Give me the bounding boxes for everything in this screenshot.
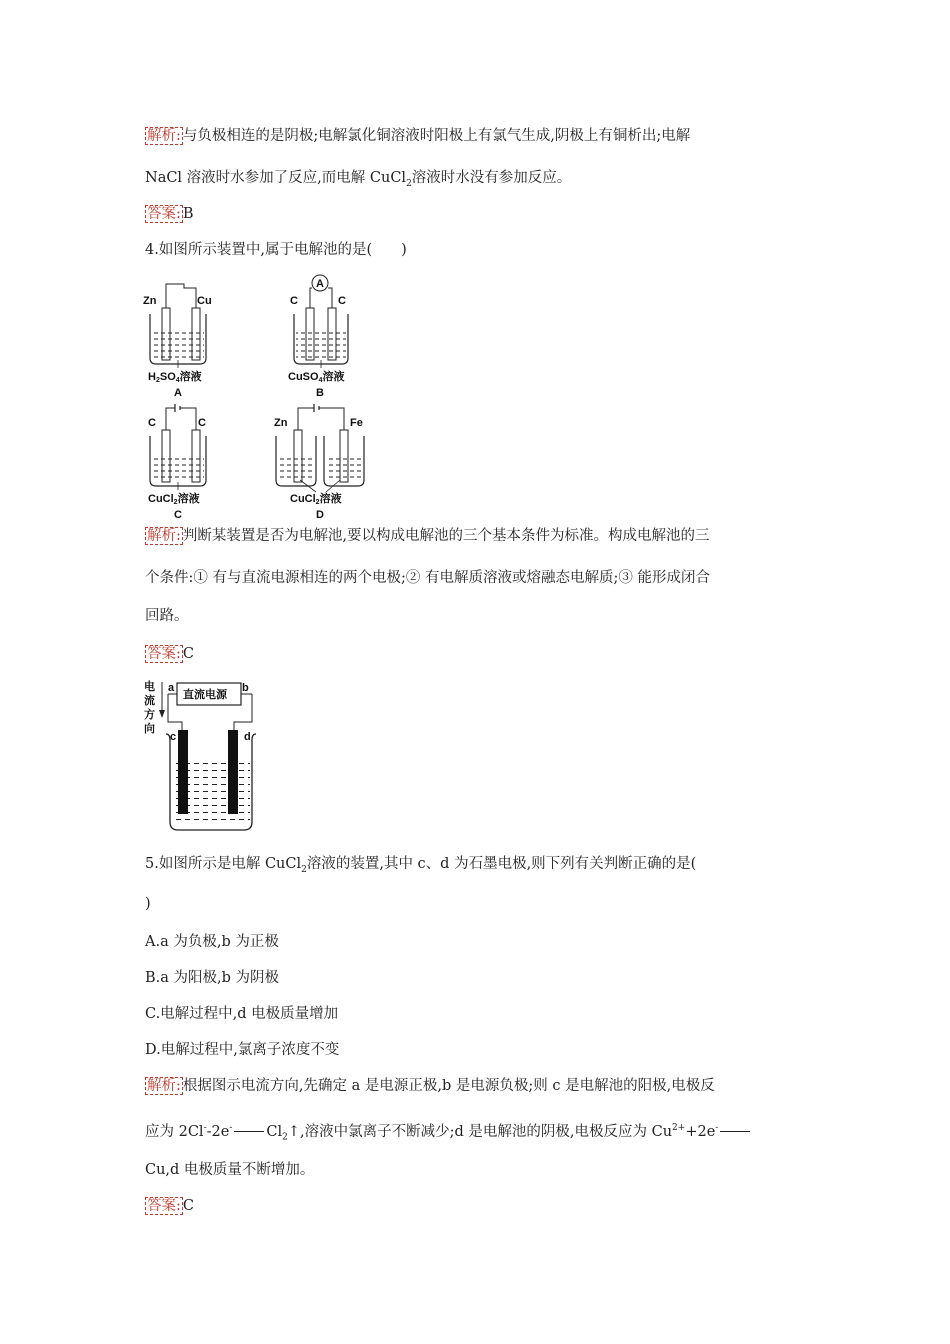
q4-answer: 答案: C xyxy=(147,646,194,662)
device-c-label: C xyxy=(174,509,182,521)
q5-answer: 答案: C xyxy=(147,1198,194,1214)
arrow-char-4: 向 xyxy=(144,723,155,735)
analysis-tag: 解析: xyxy=(147,528,181,544)
terminal-b-label: b xyxy=(242,682,249,694)
current-arrow-icon xyxy=(159,710,165,718)
device-d xyxy=(274,404,364,521)
device-b xyxy=(288,275,348,399)
analysis-tag: 解析: xyxy=(147,1078,181,1094)
power-supply-label: 直流电源 xyxy=(183,689,227,701)
q4-analysis-line2: 个条件:① 有与直流电源相连的两个电极;② 有电解质溶液或熔融态电解质;③ 能形成闭合 xyxy=(145,570,710,586)
q4-apparatus-figure xyxy=(140,270,380,522)
arrow-char-1: 电 xyxy=(144,681,155,693)
device-b-label: B xyxy=(316,387,324,399)
q5-analysis-line1: 解析: 根据图示电流方向,先确定 a 是电源正极,b 是电源负极;则 c 是电解池的阳极,电极反 xyxy=(147,1078,715,1094)
q4-stem: 4.如图所示装置中,属于电解池的是( ) xyxy=(145,242,407,258)
q3-analysis-line1: 解析: 与负极相连的是阴极;电解氯化铜溶液时阳极上有氯气生成,阴极上有铜析出;电解 xyxy=(147,128,691,144)
electrode-d xyxy=(228,730,238,814)
equation-long-dash xyxy=(720,1131,750,1132)
q5-option-a: A.a 为负极,b 为正极 xyxy=(145,934,279,950)
answer-tag: 答案: xyxy=(147,1198,181,1214)
electrode-d-label: d xyxy=(244,731,251,743)
device-c-left-electrode-label: C xyxy=(148,417,156,429)
answer-tag: 答案: xyxy=(147,646,181,662)
device-d-right-electrode-label: Fe xyxy=(350,417,363,429)
q3-answer: 答案: B xyxy=(147,206,194,222)
device-a-left-electrode-label: Zn xyxy=(143,295,157,307)
q5-option-d: D.电解过程中,氯离子浓度不变 xyxy=(145,1042,340,1058)
electrode-c xyxy=(178,730,188,814)
device-c-right-electrode-label: C xyxy=(198,417,206,429)
answer-tag: 答案: xyxy=(147,206,181,222)
electrode-c-label: c xyxy=(170,731,177,743)
device-d-left-electrode-label: Zn xyxy=(274,417,288,429)
q4-analysis-line1: 解析: 判断某装置是否为电解池,要以构成电解池的三个基本条件为标准。构成电解池的三 xyxy=(147,528,710,544)
device-b-right-electrode-label: C xyxy=(338,295,346,307)
device-a-right-electrode-label: Cu xyxy=(197,295,212,307)
q5-stem-line2: ) xyxy=(145,896,151,912)
device-a-solution-label: H2SO4溶液 xyxy=(148,371,202,384)
arrow-char-3: 方 xyxy=(144,709,155,721)
q5-option-c: C.电解过程中,d 电极质量增加 xyxy=(145,1006,339,1022)
device-a xyxy=(143,284,212,399)
device-b-left-electrode-label: C xyxy=(290,295,298,307)
q5-analysis-line2: 应为 2Cl--2e- $Cl_2↑$,溶液中氯离子不断减少;d 是电解池的阴极,电极反应为 $Cu^{2+}+2e^-$ xyxy=(145,1118,752,1148)
terminal-a-label: a xyxy=(168,682,175,694)
q5-electrolysis-figure xyxy=(140,676,270,836)
q4-analysis-line3: 回路。 xyxy=(145,608,189,624)
device-b-solution-label: CuSO4溶液 xyxy=(288,371,345,384)
q3-analysis-line2: NaCl 溶液时水参加了反应,而电解 CuCl$_2$溶液时水没有参加反应。 xyxy=(145,170,572,189)
q5-stem-line1: 5.如图所示是电解 CuCl$_2$溶液的装置,其中 c、d 为石墨电极,则下列有关判断正确的是( xyxy=(145,856,697,875)
q5-option-b: B.a 为阳极,b 为阴极 xyxy=(145,970,280,986)
device-a-label: A xyxy=(174,387,182,399)
device-c-solution-label: CuCl2溶液 xyxy=(148,493,200,506)
q5-analysis-line3: Cu,d 电极质量不断增加。 xyxy=(145,1162,315,1178)
device-d-label: D xyxy=(316,509,324,521)
arrow-char-2: 流 xyxy=(144,695,155,707)
analysis-tag: 解析: xyxy=(147,128,181,144)
equation-long-dash xyxy=(234,1131,264,1132)
device-c xyxy=(148,404,206,521)
device-b-meter-label: A xyxy=(316,278,324,290)
device-d-solution-label: CuCl2溶液 xyxy=(290,493,342,506)
